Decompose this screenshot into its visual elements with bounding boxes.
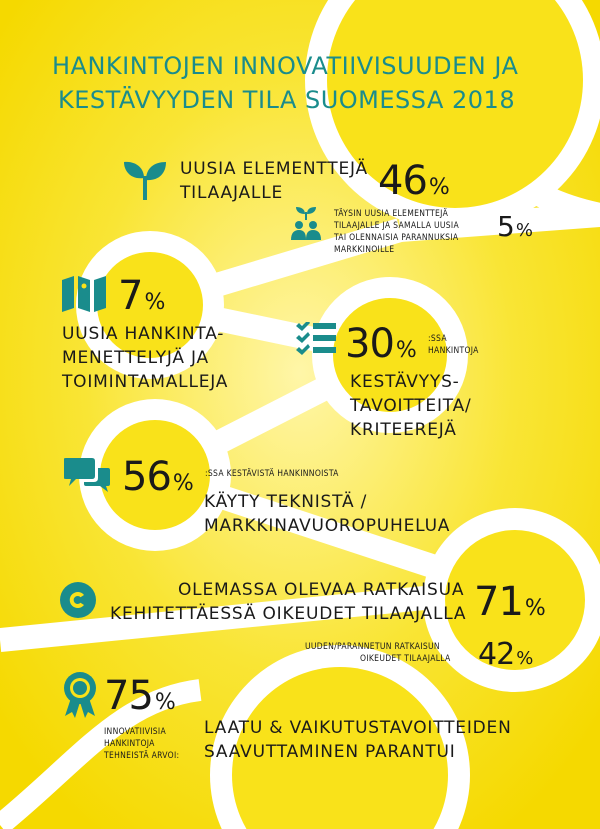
completely-new-value [497, 211, 533, 247]
completely-new-line-4: MARKKINOILLE [334, 245, 395, 255]
completely-new-line-2: TILAAJALLE JA SAMALLA UUSIA [334, 221, 460, 231]
new-procedures-value [118, 273, 165, 323]
rights-new-number: 42 [478, 637, 515, 672]
quality-sub-line-1: INNOVATIIVISIA [104, 727, 167, 737]
new-elements-line-2: TILAAJALLE [180, 183, 284, 203]
completely-new-line-1: TÄYSIN UUSIA ELEMENTTEJÄ [334, 209, 449, 219]
completely-new-unit: % [515, 220, 533, 241]
sprout-icon [122, 158, 168, 200]
dialogue-value [122, 454, 193, 504]
sustainability-suffix-1: :SSA [428, 334, 447, 344]
dialogue-line-2: MARKKINAVUOROPUHELUA [204, 516, 451, 536]
sustainability-line-3: KRITEEREJÄ [350, 420, 457, 440]
sustainability-suffix-2: HANKINTOJA [428, 346, 479, 356]
rights-new-value [478, 638, 532, 676]
dialogue-number: 56 [122, 454, 171, 500]
copyright-icon [60, 582, 96, 618]
award-ribbon-icon [62, 672, 98, 718]
new-procedures-line-2: MENETTELYJÄ JA [62, 348, 209, 368]
sustainability-unit: % [395, 338, 416, 363]
completely-new-line-3: TAI OLENNAISIA PARANNUKSIA [334, 233, 459, 243]
new-elements-line-1: UUSIA ELEMENTTEJÄ [180, 159, 368, 179]
rights-new-line-2: OIKEUDET TILAAJALLA [360, 654, 451, 664]
dialogue-suffix: :SSA KESTÄVISTÄ HANKINNOISTA [205, 469, 339, 479]
people-plant-icon [291, 206, 321, 246]
quality-number: 75 [104, 673, 153, 719]
new-procedures-number: 7 [118, 273, 143, 319]
quality-value [104, 673, 175, 723]
quality-line-2: SAAVUTTAMINEN PARANTUI [204, 742, 456, 762]
dialogue-unit: % [172, 471, 193, 496]
rights-existing-line-1: OLEMASSA OLEVAA RATKAISUA [178, 580, 465, 600]
rights-new-line-1: UUDEN/PARANNETUN RATKAISUN [305, 642, 440, 652]
rights-existing-line-2: KEHITETTÄESSÄ OIKEUDET TILAAJALLA [110, 604, 467, 624]
quality-line-1: LAATU & VAIKUTUSTAVOITTEIDEN [204, 718, 512, 738]
rights-existing-unit: % [524, 596, 545, 621]
new-elements-value [378, 158, 449, 208]
checklist-icon [296, 322, 336, 356]
chat-bubbles-icon [64, 456, 110, 494]
new-procedures-unit: % [144, 290, 165, 315]
sustainability-value [345, 321, 416, 371]
rights-new-unit: % [516, 648, 533, 669]
completely-new-number: 5 [497, 210, 515, 243]
sustainability-line-1: KESTÄVYYS- [350, 372, 460, 392]
new-procedures-line-1: UUSIA HANKINTA- [62, 324, 225, 344]
quality-sub-line-2: HANKINTOJA [104, 739, 155, 749]
new-elements-unit: % [428, 175, 449, 200]
title-line-2: KESTÄVYYDEN TILA SUOMESSA 2018 [58, 86, 516, 114]
title-line-1: HANKINTOJEN INNOVATIIVISUUDEN JA [52, 52, 519, 80]
sustainability-line-2: TAVOITTEITA/ [350, 396, 472, 416]
map-icon [62, 272, 108, 312]
sustainability-number: 30 [345, 321, 394, 367]
dialogue-line-1: KÄYTY TEKNISTÄ / [204, 492, 368, 512]
new-procedures-line-3: TOIMINTAMALLEJA [62, 372, 229, 392]
quality-sub-line-3: TEHNEISTÄ ARVOI: [104, 751, 180, 761]
rights-existing-value [474, 579, 545, 629]
rights-existing-number: 71 [474, 579, 523, 625]
quality-unit: % [154, 690, 175, 715]
new-elements-number: 46 [378, 158, 427, 204]
